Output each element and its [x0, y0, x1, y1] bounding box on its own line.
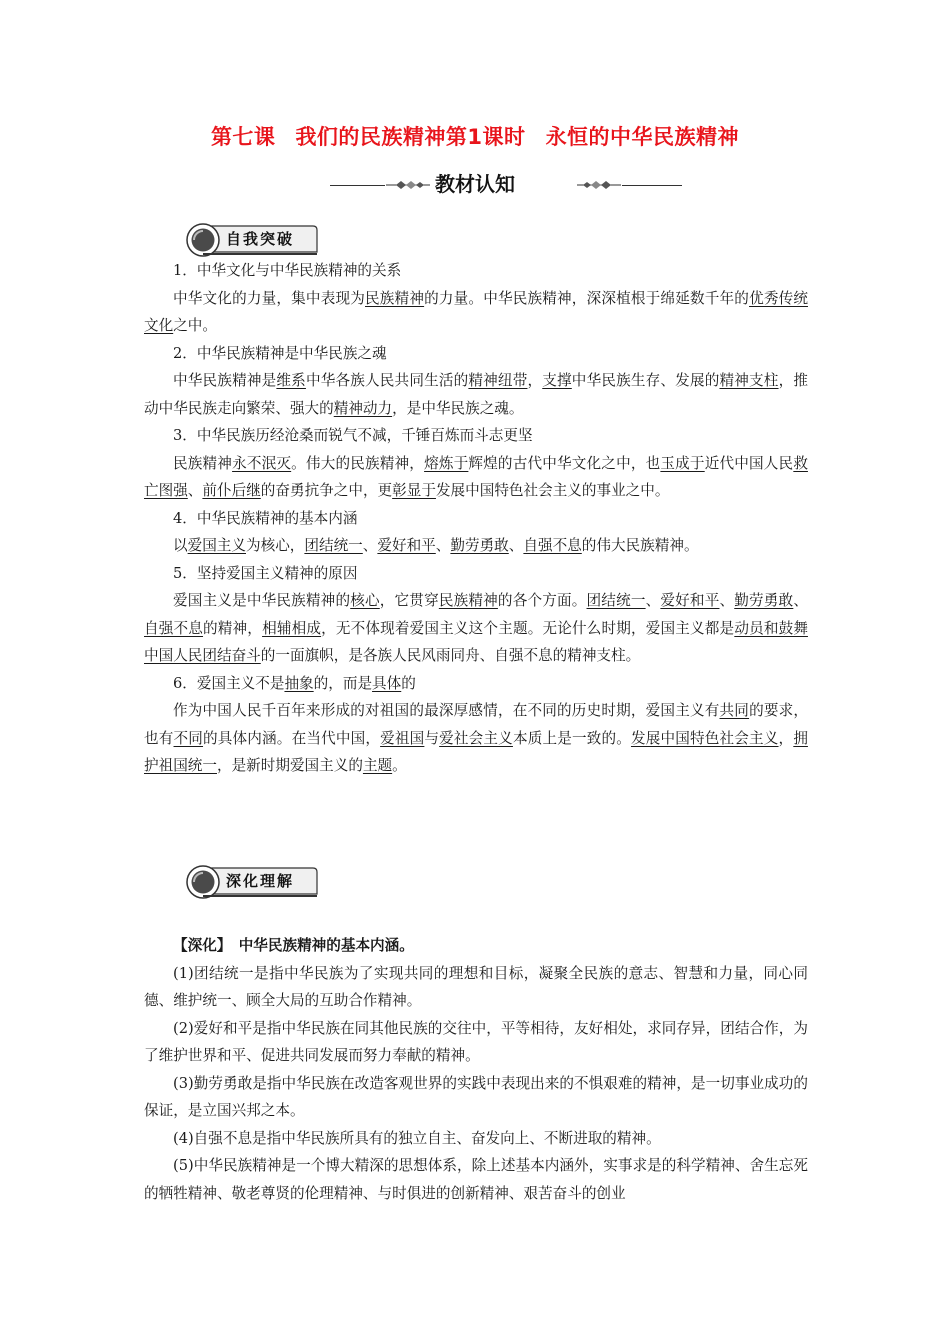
- item-heading-6: 6．爱国主义不是抽象的，而是具体的: [173, 674, 416, 692]
- divider-right: [622, 185, 682, 186]
- deep-label: 【深化】: [173, 937, 225, 954]
- deep-item-2: (2)爱好和平是指中华民族在同其他民族的交往中，平等相待，友好相处，求同存异，团结合作，为了维护世界和平、促进共同发展而努力奉献的精神。: [144, 1019, 808, 1064]
- deep-item-1: (1)团结统一是指中华民族为了实现共同的理想和目标，凝聚全民族的意志、智慧和力量，同心同德、维护统一、顾全大局的互助合作精神。: [144, 964, 808, 1009]
- item-text-4: 以爱国主义为核心，团结统一、爱好和平、勤劳勇敢、自强不息的伟大民族精神。: [173, 537, 699, 554]
- deep-item-5: (5)中华民族精神是一个博大精深的思想体系，除上述基本内涵外，实事求是的科学精神、舍生忘死的牺牲精神、敬老尊贤的伦理精神、与时俱进的创新精神、艰苦奋斗的创业: [144, 1157, 808, 1202]
- section-header: [0, 170, 950, 200]
- item-text-3: 民族精神永不泯灭。伟大的民族精神，熔炼于辉煌的古代中华文化之中，也玉成于近代中国人民救亡图强、前仆后继的奋勇抗争之中，更彰显于发展中国特色社会主义的事业之中。: [144, 454, 808, 499]
- item-heading-5: 5．坚持爱国主义精神的原因: [173, 564, 358, 582]
- item-heading-2: 2．中华民族精神是中华民族之魂: [173, 344, 387, 362]
- item-heading-1: 1．中华文化与中华民族精神的关系: [173, 262, 402, 279]
- deep-heading: [144, 932, 808, 960]
- badge-deep-label: 深化理解: [226, 872, 295, 890]
- self-section: [144, 257, 808, 780]
- title-topic: 永恒的中华民族精神: [545, 125, 740, 149]
- badge-self: [185, 222, 320, 258]
- section-header-text: 教材认知: [435, 172, 515, 196]
- deep-section: [144, 932, 808, 1207]
- item-text-5: 爱国主义是中华民族精神的核心，它贯穿民族精神的各个方面。团结统一、爱好和平、勤劳勇敢、自强不息的精神，相辅相成，无不体现着爱国主义这个主题。无论什么时期，爱国主义都是动员和鼓舞中国人民团结奋斗的一面旗帜，是各族人民风雨同舟、自强不息的精神支柱。: [144, 592, 808, 664]
- badge-self-label: 自我突破: [226, 230, 295, 248]
- item-heading-3: 3．中华民族历经沧桑而锐气不减，千锤百炼而斗志更坚: [173, 427, 533, 444]
- item-text-1: 中华文化的力量，集中表现为民族精神的力量。中华民族精神，深深植根于绵延数千年的优秀传统文化之中。: [144, 289, 808, 334]
- deep-item-3: (3)勤劳勇敢是指中华民族在改造客观世界的实践中表现出来的不惧艰难的精神，是一切事业成功的保证，是立国兴邦之本。: [144, 1074, 808, 1119]
- item-text-2: 中华民族精神是维系中华各族人民共同生活的精神纽带，支撑中华民族生存、发展的精神支柱，推动中华民族走向繁荣、强大的精神动力，是中华民族之魂。: [144, 372, 808, 417]
- ornament-right-icon: [577, 179, 621, 191]
- deep-item-4: (4)自强不息是指中华民族所具有的独立自主、奋发向上、不断进取的精神。: [173, 1129, 661, 1147]
- item-text-6: 作为中国人民千百年来形成的对祖国的最深厚感情，在不同的历史时期，爱国主义有共同的要求，也有不同的具体内涵。在当代中国，爱祖国与爱社会主义本质上是一致的。发展中国特色社会主义，拥护祖国统一，是新时期爱国主义的主题。: [144, 702, 808, 774]
- item-heading-4: 4．中华民族精神的基本内涵: [173, 509, 358, 527]
- title-subtitle: 我们的民族精神第1课时: [295, 125, 526, 149]
- page-title: [0, 121, 950, 151]
- title-lesson: 第七课: [210, 125, 276, 149]
- deep-title: 中华民族精神的基本内涵。: [238, 937, 414, 954]
- badge-deep: [185, 864, 320, 900]
